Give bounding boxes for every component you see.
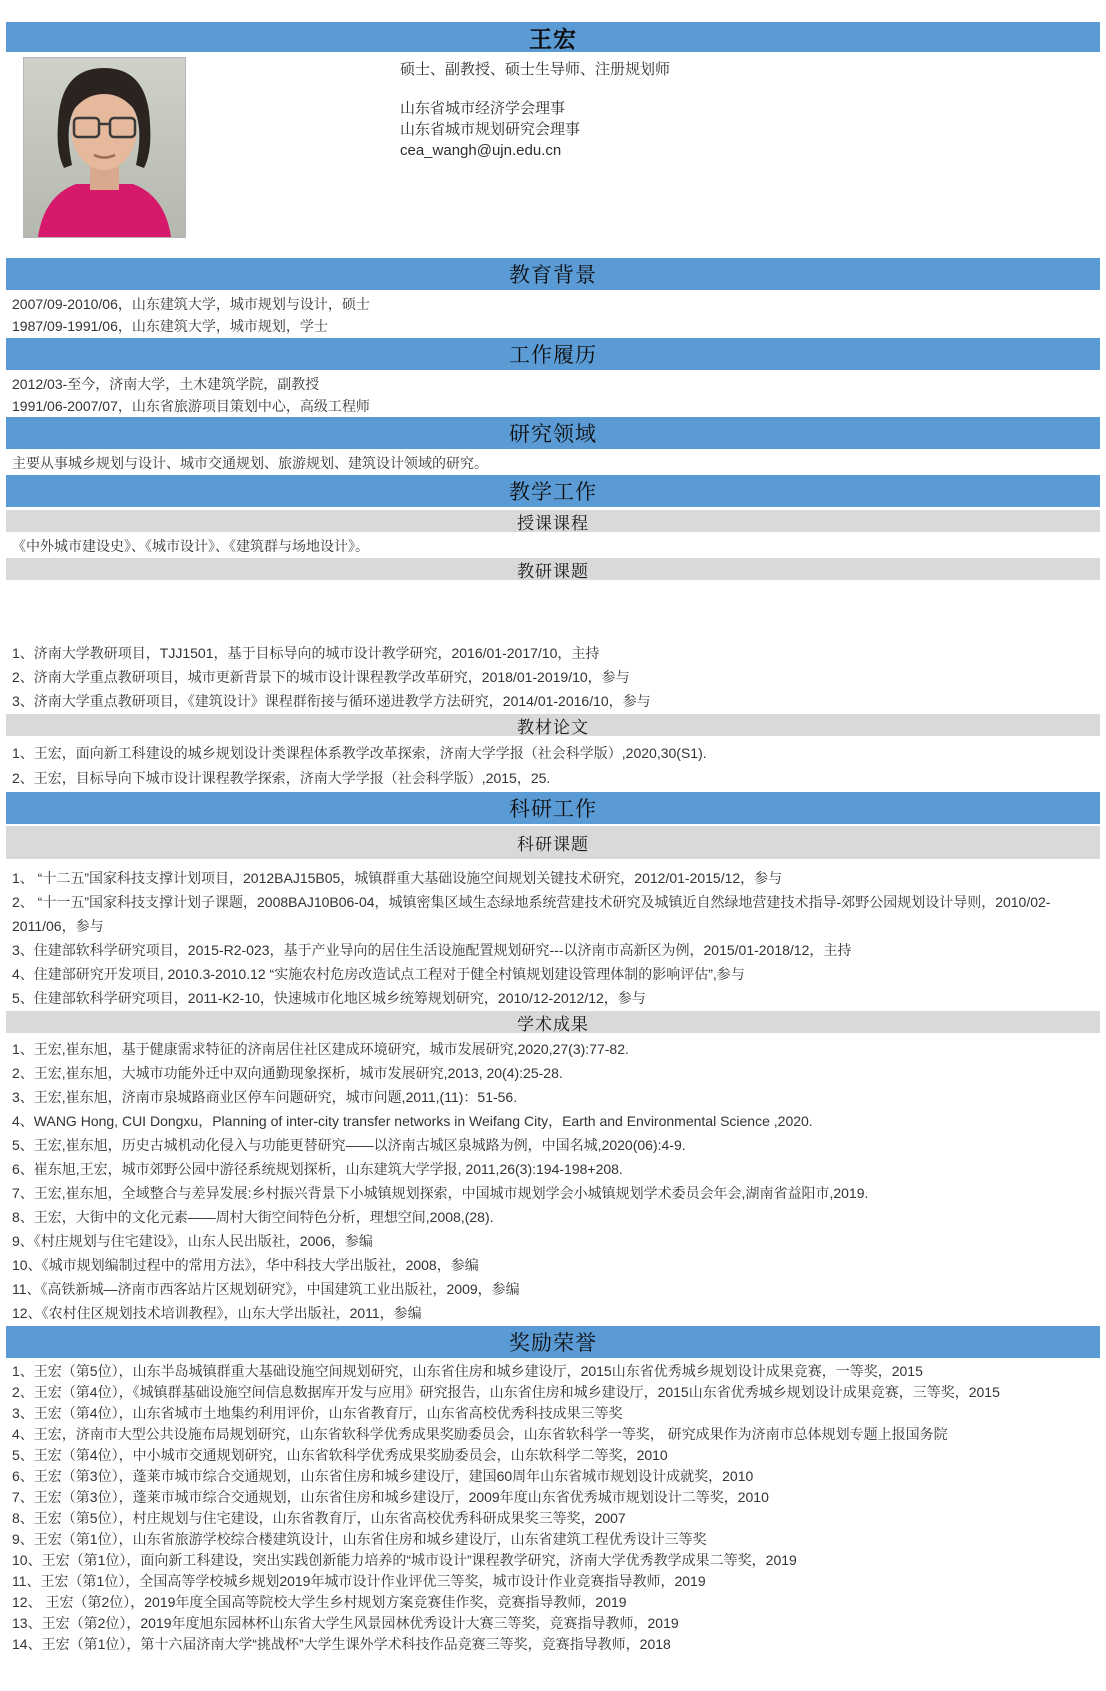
membership-list bbox=[400, 98, 670, 140]
list-item: 4、王宏，济南市大型公共设施布局规划研究，山东省软科学优秀成果奖励委员会，山东省软科学一等奖， 研究成果作为济南市总体规划专题上报国务院 bbox=[12, 1426, 948, 1442]
name-header-bar bbox=[6, 22, 1100, 52]
list-item: 《中外城市建设史》、《城市设计》、《建筑群与场地设计》。 bbox=[12, 538, 369, 554]
list-item: 3、住建部软科学研究项目，2015-R2-023，基于产业导向的居住生活设施配置规划研究---以济南市高新区为例，2015/01-2018/12，主持 bbox=[12, 942, 852, 958]
list-item: 5、王宏,崔东旭，历史古城机动化侵入与功能更替研究——以济南古城区泉城路为例，中国名城,2020(06):4-9. bbox=[12, 1137, 686, 1153]
list-item: 7、王宏（第3位），蓬莱市城市综合交通规划，山东省住房和城乡建设厅，2009年度山东省优秀城市规划设计二等奖，2010 bbox=[12, 1489, 769, 1505]
section-title: 教育背景 bbox=[509, 264, 597, 287]
list-item: 主要从事城乡规划与设计、城市交通规划、旅游规划、建筑设计领域的研究。 bbox=[12, 455, 488, 471]
list-item: 6、崔东旭,王宏，城市郊野公园中游径系统规划探析，山东建筑大学学报, 2011,26(3):194-198+208. bbox=[12, 1161, 623, 1177]
person-titles: 硕士、副教授、硕士生导师、注册规划师 bbox=[400, 61, 671, 78]
courses-list bbox=[0, 532, 1106, 558]
subsection-header-academic-achievements bbox=[6, 1011, 1100, 1033]
list-item: 1、王宏，面向新工科建设的城乡规划设计类课程体系教学改革探索，济南大学学报（社会科学版）,2020,30(S1). bbox=[12, 745, 707, 761]
section-header-education bbox=[6, 258, 1100, 290]
list-item: 9、王宏（第1位），山东省旅游学校综合楼建筑设计，山东省住房和城乡建设厅，山东省建筑工程优秀设计三等奖 bbox=[12, 1531, 707, 1547]
subsection-title: 学术成果 bbox=[517, 1014, 589, 1034]
education-list bbox=[0, 290, 1106, 338]
subsection-title: 教材论文 bbox=[517, 717, 589, 737]
list-item: 山东省城市经济学会理事 bbox=[400, 100, 566, 117]
list-item: 2、 “十一五”国家科技支撑计划子课题，2008BAJ10B06-04，城镇密集区域生态绿地系统营建技术研究及城镇近自然绿地营建技术指导-郊野公园规划设计导则，2010/02-2011/06，参与 bbox=[12, 894, 1051, 934]
academic-achievements-list bbox=[0, 1033, 1106, 1326]
person-name: 王宏 bbox=[529, 25, 577, 52]
list-item: 2、王宏，目标导向下城市设计课程教学探索，济南大学学报（社会科学版）,2015，25. bbox=[12, 770, 551, 786]
list-item: 5、住建部软科学研究项目，2011-K2-10，快速城市化地区城乡统筹规划研究，2010/12-2012/12，参与 bbox=[12, 990, 646, 1006]
list-item: 4、住建部研究开发项目, 2010.3-2010.12 “实施农村危房改造试点工程对于健全村镇规划建设管理体制的影响评估”,参与 bbox=[12, 966, 745, 982]
list-item: 9、《村庄规划与住宅建设》，山东人民出版社，2006，参编 bbox=[12, 1233, 373, 1249]
profile-header bbox=[0, 52, 1106, 238]
list-item: 14、王宏（第1位），第十六届济南大学“挑战杯”大学生课外学术科技作品竞赛三等奖，竞赛指导教师，2018 bbox=[12, 1636, 671, 1652]
profile-info bbox=[400, 59, 670, 161]
list-item: 4、WANG Hong, CUI Dongxu，Planning of inter-city transfer networks in Weifang City，Earth and Environmental Science ,2020. bbox=[12, 1113, 813, 1129]
list-item: 10、《城市规划编制过程中的常用方法》，华中科技大学出版社，2008，参编 bbox=[12, 1257, 479, 1273]
list-item: 1、 “十二五”国家科技支撑计划项目，2012BAJ15B05，城镇群重大基础设施空间规划关键技术研究，2012/01-2015/12，参与 bbox=[12, 870, 783, 886]
portrait-photo-graphic bbox=[24, 58, 185, 237]
research-fields-list bbox=[0, 449, 1106, 475]
cv-page bbox=[0, 22, 1106, 1669]
subsection-header-textbooks-papers bbox=[6, 714, 1100, 736]
subsection-title: 教研课题 bbox=[517, 561, 589, 581]
section-header-research-fields bbox=[6, 417, 1100, 449]
list-item: 1987/09-1991/06，山东建筑大学，城市规划，学士 bbox=[12, 318, 328, 334]
section-title: 科研工作 bbox=[509, 798, 597, 821]
list-item: 11、《高铁新城—济南市西客站片区规划研究》，中国建筑工业出版社，2009，参编 bbox=[12, 1281, 520, 1297]
list-item: 7、王宏,崔东旭，全域整合与差异发展:乡村振兴背景下小城镇规划探索，中国城市规划学会小城镇规划学术委员会年会,湖南省益阳市,2019. bbox=[12, 1185, 869, 1201]
list-item: 13、王宏（第2位），2019年度旭东园林杯山东省大学生风景园林优秀设计大赛三等奖，竞赛指导教师，2019 bbox=[12, 1615, 679, 1631]
list-item: 12、《农村住区规划技术培训教程》，山东大学出版社，2011，参编 bbox=[12, 1305, 422, 1321]
list-item: 2007/09-2010/06，山东建筑大学，城市规划与设计，硕士 bbox=[12, 296, 370, 312]
research-projects-list bbox=[0, 859, 1106, 1011]
list-item: 5、王宏（第4位），中小城市交通规划研究，山东省软科学优秀成果奖励委员会，山东软科学二等奖，2010 bbox=[12, 1447, 668, 1463]
subsection-header-courses bbox=[6, 510, 1100, 532]
list-item: 3、王宏（第4位），山东省城市土地集约利用评价，山东省教育厅，山东省高校优秀科技成果三等奖 bbox=[12, 1405, 623, 1421]
textbooks-papers-list bbox=[0, 736, 1106, 792]
section-header-awards bbox=[6, 1326, 1100, 1358]
list-item: 11、王宏（第1位），全国高等学校城乡规划2019年城市设计作业评优三等奖，城市设计作业竞赛指导教师，2019 bbox=[12, 1573, 706, 1589]
teaching-projects-list bbox=[0, 638, 1106, 714]
list-item: 6、王宏（第3位），蓬莱市城市综合交通规划，山东省住房和城乡建设厅，建国60周年山东省城市规划设计成就奖，2010 bbox=[12, 1468, 754, 1484]
work-list bbox=[0, 370, 1106, 417]
section-title: 工作履历 bbox=[509, 344, 597, 367]
section-header-research-work bbox=[6, 792, 1100, 824]
subsection-title: 授课课程 bbox=[517, 513, 589, 533]
list-item: 2、王宏（第4位），《城镇群基础设施空间信息数据库开发与应用》研究报告，山东省住房和城乡建设厅，2015山东省优秀城乡规划设计成果竞赛，三等奖，2015 bbox=[12, 1384, 1000, 1400]
awards-list bbox=[0, 1358, 1106, 1669]
section-header-work bbox=[6, 338, 1100, 370]
list-item: 3、王宏,崔东旭，济南市泉城路商业区停车问题研究，城市问题,2011,(11)：51-56. bbox=[12, 1089, 518, 1105]
list-item: 8、王宏（第5位），村庄规划与住宅建设，山东省教育厅，山东省高校优秀科研成果奖三等奖，2007 bbox=[12, 1510, 626, 1526]
subsection-header-teaching-projects bbox=[6, 558, 1100, 580]
section-title: 奖励荣誉 bbox=[509, 1332, 597, 1355]
list-item: 1991/06-2007/07，山东省旅游项目策划中心，高级工程师 bbox=[12, 398, 370, 414]
subsection-title: 科研课题 bbox=[517, 835, 589, 854]
email-text: cea_wangh@ujn.edu.cn bbox=[400, 142, 562, 159]
list-item: 1、王宏,崔东旭，基于健康需求特征的济南居住社区建成环境研究，城市发展研究,2020,27(3):77-82. bbox=[12, 1041, 629, 1057]
profile-photo bbox=[23, 57, 186, 238]
section-header-teaching bbox=[6, 475, 1100, 507]
section-title: 研究领域 bbox=[509, 423, 597, 446]
list-item: 山东省城市规划研究会理事 bbox=[400, 121, 581, 138]
list-item: 3、济南大学重点教研项目，《建筑设计》课程群衔接与循环递进教学方法研究，2014/01-2016/10，参与 bbox=[12, 693, 651, 709]
list-item: 8、王宏，大街中的文化元素——周村大街空间特色分析，理想空间,2008,(28). bbox=[12, 1209, 494, 1225]
list-item: 2、王宏,崔东旭，大城市功能外迁中双向通勤现象探析，城市发展研究,2013, 20(4):25-28. bbox=[12, 1065, 563, 1081]
list-item: 12、 王宏（第2位），2019年度全国高等院校大学生乡村规划方案竞赛佳作奖，竞赛指导教师，2019 bbox=[12, 1594, 627, 1610]
list-item: 1、王宏（第5位），山东半岛城镇群重大基础设施空间规划研究，山东省住房和城乡建设厅，2015山东省优秀城乡规划设计成果竞赛，一等奖，2015 bbox=[12, 1363, 923, 1379]
list-item: 2012/03-至今，济南大学，土木建筑学院，副教授 bbox=[12, 376, 320, 392]
subsection-header-research-projects bbox=[6, 826, 1100, 859]
section-title: 教学工作 bbox=[509, 481, 597, 504]
list-item: 10、王宏（第1位），面向新工科建设，突出实践创新能力培养的“城市设计”课程教学研究，济南大学优秀教学成果二等奖，2019 bbox=[12, 1552, 797, 1568]
list-item: 2、济南大学重点教研项目，城市更新背景下的城市设计课程教学改革研究，2018/01-2019/10，参与 bbox=[12, 669, 630, 685]
list-item: 1、济南大学教研项目，TJJ1501，基于目标导向的城市设计教学研究，2016/01-2017/10，主持 bbox=[12, 645, 600, 661]
